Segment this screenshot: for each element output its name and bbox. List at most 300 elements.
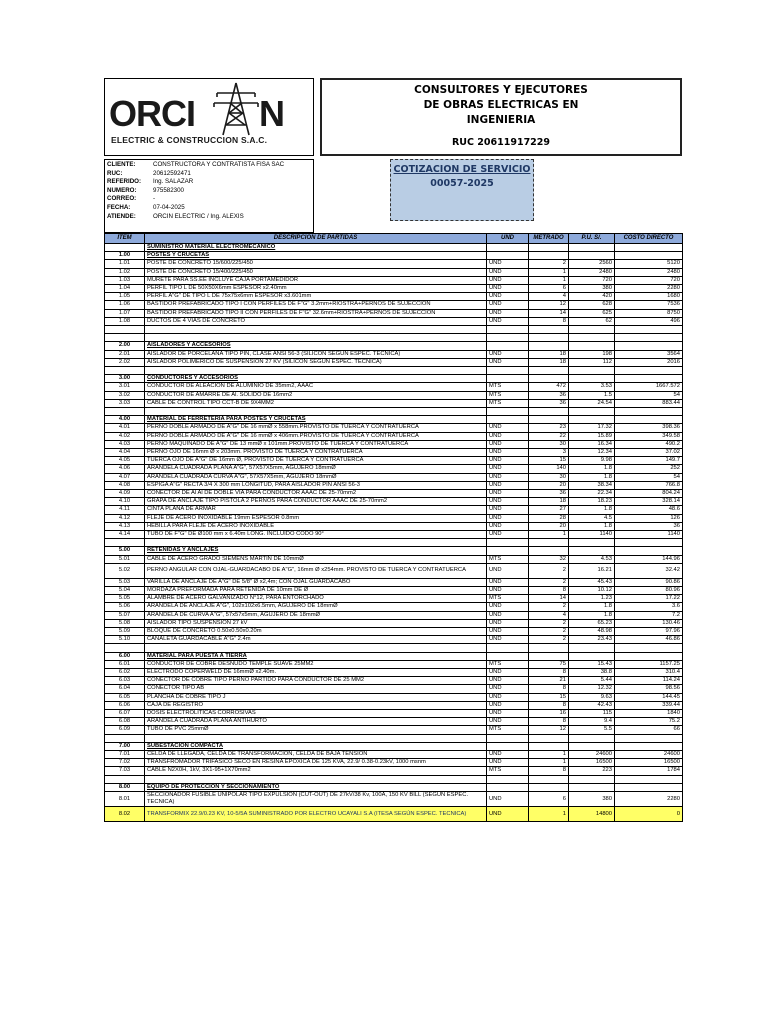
item-cell: 4.08 [105, 481, 145, 489]
unit-cell [487, 742, 529, 750]
direct-cost-cell: 46.86 [615, 636, 683, 644]
description-cell: CAJA DE REGISTRO [145, 701, 487, 709]
unit-price-cell: 65.23 [569, 619, 615, 627]
description-cell [145, 775, 487, 783]
description-cell: PERNO MAQUINADO DE A"G" DE 13 mmØ x 101mm.PROVISTO DE TUERCA Y CONTRATUERCA [145, 440, 487, 448]
quantity-cell: 8 [529, 587, 569, 595]
unit-cell [487, 539, 529, 547]
direct-cost-cell [615, 734, 683, 742]
item-cell [105, 734, 145, 742]
unit-cell: UND [487, 498, 529, 506]
description-cell: TUBO DE PVC 25mmØ [145, 726, 487, 734]
quantity-cell [529, 539, 569, 547]
unit-cell: UND [487, 587, 529, 595]
item-cell: 5.09 [105, 628, 145, 636]
description-cell: CABLE DE ACERO GRADO SIEMENS MARTIN DE 10mmØ [145, 555, 487, 563]
description-cell: ARANDELA CUADRADA PLANA ANTIHURTO [145, 718, 487, 726]
unit-price-cell [569, 326, 615, 334]
table-row [105, 767, 683, 775]
unit-price-cell [569, 244, 615, 252]
client-row [107, 204, 311, 213]
unit-price-cell: 420 [569, 293, 615, 301]
blank-row [105, 734, 683, 742]
section-row [105, 652, 683, 660]
quantity-cell [529, 416, 569, 424]
section-row [105, 252, 683, 260]
description-cell: MURETE PARA SS.EE INCLUYE CAJA PORTAMEDIDOR [145, 276, 487, 284]
unit-cell [487, 408, 529, 416]
table-row [105, 457, 683, 465]
direct-cost-cell: 2280 [615, 285, 683, 293]
logo-subtitle: ELECTRIC & CONSTRUCCION S.A.C. [111, 135, 268, 145]
quantity-cell: 22 [529, 432, 569, 440]
unit-price-cell [569, 252, 615, 260]
table-row [105, 555, 683, 563]
direct-cost-cell: 144.96 [615, 555, 683, 563]
description-cell: MORDAZA PREFORMADA PARA RETENIDA DE 10mm DE Ø [145, 587, 487, 595]
unit-cell [487, 783, 529, 791]
item-cell: 5.03 [105, 578, 145, 586]
description-cell: CONDUCTOR DE ALEACION DE ALUMINIO DE 35mm2, AAAC [145, 383, 487, 391]
description-cell: CABLE N2X0H, 1kV, 3X1-95+1X70mm2 [145, 767, 487, 775]
direct-cost-cell [615, 742, 683, 750]
description-cell [145, 326, 487, 334]
blank-row [105, 326, 683, 334]
item-cell: 3.02 [105, 391, 145, 399]
unit-cell: UND [487, 636, 529, 644]
unit-cell: UND [487, 514, 529, 522]
item-cell: 4.11 [105, 506, 145, 514]
client-field-label: CORREO: [107, 195, 137, 203]
unit-price-cell: 38.8 [569, 669, 615, 677]
table-row [105, 587, 683, 595]
section-row [105, 742, 683, 750]
unit-price-cell: 1.8 [569, 611, 615, 619]
description-cell: CELDA DE LLEGADA, CELDA DE TRANSFORMACION, CELDA DE BAJA TENSION [145, 751, 487, 759]
quantity-cell: 18 [529, 498, 569, 506]
unit-price-cell [569, 539, 615, 547]
unit-price-cell: 38.34 [569, 481, 615, 489]
quantity-cell [529, 367, 569, 375]
description-cell: CONDUCTOR DE AMARRE DE Al. SOLIDO DE 16mm2 [145, 391, 487, 399]
quantity-cell: 2 [529, 636, 569, 644]
quote-badge [390, 159, 534, 221]
unit-cell: UND [487, 807, 529, 822]
unit-cell: UND [487, 268, 529, 276]
item-cell: 6.03 [105, 677, 145, 685]
quantity-cell: 36 [529, 399, 569, 407]
table-row [105, 481, 683, 489]
description-cell: TRANSFORMIX 22.9/0.23 KV, 10-5/5A SUMINISTRADO POR ELECTRO UCAYALI S.A (ITESA SEGÚN ESPEC. TECNICA) [145, 807, 487, 822]
description-cell: CONECTOR TIPO AB [145, 685, 487, 693]
direct-cost-cell: 1140 [615, 531, 683, 539]
unit-price-cell: 198 [569, 350, 615, 358]
item-cell: 6.00 [105, 652, 145, 660]
unit-cell: UND [487, 603, 529, 611]
direct-cost-cell: 310.4 [615, 669, 683, 677]
unit-price-cell: 1.8 [569, 506, 615, 514]
table-row [105, 531, 683, 539]
unit-price-cell: 380 [569, 792, 615, 807]
item-cell: 1.03 [105, 276, 145, 284]
unit-cell: UND [487, 260, 529, 268]
item-cell: 5.01 [105, 555, 145, 563]
quantity-cell: 1 [529, 531, 569, 539]
unit-price-cell: 223 [569, 767, 615, 775]
description-cell [145, 734, 487, 742]
table-row [105, 693, 683, 701]
item-cell: 8.00 [105, 783, 145, 791]
description-cell: CONDUCTORES Y ACCESORIOS [145, 375, 487, 383]
item-cell: 7.01 [105, 751, 145, 759]
unit-cell: UND [487, 792, 529, 807]
table-row [105, 628, 683, 636]
direct-cost-cell: 496 [615, 317, 683, 325]
item-cell [105, 326, 145, 334]
unit-cell: UND [487, 619, 529, 627]
item-cell: 1.00 [105, 252, 145, 260]
item-cell: 8.02 [105, 807, 145, 822]
unit-cell: UND [487, 677, 529, 685]
unit-cell [487, 375, 529, 383]
quantity-cell: 36 [529, 490, 569, 498]
unit-price-cell: 42.43 [569, 701, 615, 709]
quantity-cell: 1 [529, 807, 569, 822]
description-cell: ARANDELA DE ANCLAJE A"G", 102x102x6.5mm, AGUJERO DE 18mmØ [145, 603, 487, 611]
direct-cost-cell [615, 547, 683, 555]
direct-cost-cell: 3.6 [615, 603, 683, 611]
table-row [105, 506, 683, 514]
item-cell: 6.06 [105, 701, 145, 709]
quantity-cell: 21 [529, 677, 569, 685]
quantity-cell: 18 [529, 358, 569, 366]
item-cell: 1.07 [105, 309, 145, 317]
direct-cost-cell: 2280 [615, 792, 683, 807]
quantity-cell: 6 [529, 792, 569, 807]
description-cell [145, 367, 487, 375]
quantity-cell: 1 [529, 268, 569, 276]
unit-cell: UND [487, 317, 529, 325]
item-cell: 7.03 [105, 767, 145, 775]
direct-cost-cell [615, 342, 683, 350]
quantity-cell [529, 342, 569, 350]
item-cell: 5.02 [105, 563, 145, 578]
unit-price-cell: 9.98 [569, 457, 615, 465]
company-name-line3: INGENIERIA [466, 114, 536, 126]
direct-cost-cell: 3564 [615, 350, 683, 358]
unit-price-cell [569, 652, 615, 660]
description-cell: FLEJE DE ACERO INOXIDABLE 19mm ESPESOR 0.8mm [145, 514, 487, 522]
item-cell: 2.01 [105, 350, 145, 358]
item-cell: 5.00 [105, 547, 145, 555]
table-row [105, 449, 683, 457]
client-field-label: RUC: [107, 169, 123, 177]
unit-cell: UND [487, 751, 529, 759]
direct-cost-cell: 804.24 [615, 490, 683, 498]
item-cell: 1.06 [105, 301, 145, 309]
table-row [105, 276, 683, 284]
item-cell: 4.05 [105, 457, 145, 465]
direct-cost-cell: 97.96 [615, 628, 683, 636]
item-cell: 4.07 [105, 473, 145, 481]
table-row [105, 685, 683, 693]
direct-cost-cell: 883.44 [615, 399, 683, 407]
unit-price-cell [569, 547, 615, 555]
unit-price-cell: 12.34 [569, 449, 615, 457]
description-cell: PERNO DOBLE ARMADO DE A"G" DE 16 mmØ x 406mm.PROVISTO DE TUERCA Y CONTRATUERCA [145, 432, 487, 440]
unit-price-cell [569, 375, 615, 383]
unit-price-cell [569, 416, 615, 424]
description-cell: MATERIAL DE FERRETERIA PARA POSTES Y CRUCETAS [145, 416, 487, 424]
description-cell: PERFIL TIPO L DE 50X50X6mm ESPESOR x2.40mm [145, 285, 487, 293]
unit-cell: UND [487, 506, 529, 514]
company-name-line1: CONSULTORES Y EJECUTORES [414, 84, 588, 96]
description-cell: SUBESTACION COMPACTA [145, 742, 487, 750]
unit-price-cell [569, 367, 615, 375]
direct-cost-cell: 2016 [615, 358, 683, 366]
table-row [105, 710, 683, 718]
client-field-value: - [153, 195, 156, 203]
direct-cost-cell: 8750 [615, 309, 683, 317]
item-cell: 4.03 [105, 440, 145, 448]
quantity-cell: 15 [529, 457, 569, 465]
description-cell: POSTE DE CONCRETO 15/600/225/450 [145, 260, 487, 268]
quantity-cell: 8 [529, 669, 569, 677]
unit-cell: UND [487, 465, 529, 473]
unit-cell: UND [487, 578, 529, 586]
quantity-cell: 1 [529, 759, 569, 767]
item-cell: 2.00 [105, 342, 145, 350]
unit-price-cell: 24600 [569, 751, 615, 759]
table-row [105, 317, 683, 325]
item-cell: 4.13 [105, 522, 145, 530]
item-cell: 1.05 [105, 293, 145, 301]
blank-row [105, 367, 683, 375]
unit-cell: UND [487, 350, 529, 358]
table-row [105, 268, 683, 276]
client-field-value: 975582300 [153, 186, 184, 194]
quantity-cell: 36 [529, 391, 569, 399]
unit-cell [487, 252, 529, 260]
quotation-sheet [104, 78, 682, 822]
company-info [320, 78, 682, 156]
item-cell: 5.06 [105, 603, 145, 611]
quantity-cell [529, 244, 569, 252]
unit-price-cell: 2480 [569, 268, 615, 276]
item-cell [105, 334, 145, 342]
direct-cost-cell: 339.44 [615, 701, 683, 709]
description-cell: ARANDELA CUADRADA PLANA A"G", 57X57X5mm, AGUJERO 18mmØ [145, 465, 487, 473]
item-cell: 3.03 [105, 399, 145, 407]
description-cell: POSTES Y CRUCETAS [145, 252, 487, 260]
client-section [104, 159, 682, 233]
item-cell: 4.06 [105, 465, 145, 473]
direct-cost-cell: 5120 [615, 260, 683, 268]
unit-price-cell: 2560 [569, 260, 615, 268]
table-row [105, 260, 683, 268]
direct-cost-cell: 80.96 [615, 587, 683, 595]
direct-cost-cell: 75.2 [615, 718, 683, 726]
unit-cell: UND [487, 490, 529, 498]
direct-cost-cell: 1680 [615, 293, 683, 301]
table-row [105, 514, 683, 522]
direct-cost-cell: 1784 [615, 767, 683, 775]
item-cell [105, 644, 145, 652]
table-row [105, 490, 683, 498]
unit-price-cell: 380 [569, 285, 615, 293]
unit-cell: UND [487, 701, 529, 709]
unit-cell: MTS [487, 767, 529, 775]
table-row [105, 383, 683, 391]
quantity-cell: 1 [529, 751, 569, 759]
company-ruc: RUC 20611917229 [451, 137, 551, 148]
direct-cost-cell: 66 [615, 726, 683, 734]
quantity-cell: 8 [529, 685, 569, 693]
unit-price-cell: 9.4 [569, 718, 615, 726]
item-cell: 6.01 [105, 660, 145, 668]
unit-price-cell: 18.23 [569, 498, 615, 506]
direct-cost-cell: 24600 [615, 751, 683, 759]
description-cell [145, 644, 487, 652]
section-row [105, 375, 683, 383]
section-row [105, 783, 683, 791]
unit-price-cell: 1.8 [569, 465, 615, 473]
unit-cell [487, 652, 529, 660]
table-row [105, 432, 683, 440]
unit-price-cell: 115 [569, 710, 615, 718]
quantity-cell: 12 [529, 301, 569, 309]
description-cell: EQUIPO DE PROTECCION Y SECCIONAMIENTO [145, 783, 487, 791]
blank-row [105, 775, 683, 783]
unit-price-cell [569, 408, 615, 416]
description-cell: HEBILLA PARA FLEJE DE ACERO INOXIDABLE [145, 522, 487, 530]
direct-cost-cell: 16500 [615, 759, 683, 767]
quantity-cell: 4 [529, 611, 569, 619]
description-cell: AISLADOR POLIMERICO DE SUSPENSION 27 KV (SILICON SEGÚN ESPEC. TECNICA) [145, 358, 487, 366]
quantity-cell: 30 [529, 473, 569, 481]
item-cell: 5.10 [105, 636, 145, 644]
unit-cell: MTS [487, 660, 529, 668]
company-logo [104, 78, 314, 156]
direct-cost-cell: 48.6 [615, 506, 683, 514]
table-row [105, 293, 683, 301]
direct-cost-cell: 1840 [615, 710, 683, 718]
unit-cell: UND [487, 718, 529, 726]
unit-cell: MTS [487, 399, 529, 407]
quantity-cell: 140 [529, 465, 569, 473]
unit-price-cell: 1.8 [569, 522, 615, 530]
direct-cost-cell: 7536 [615, 301, 683, 309]
quantity-cell [529, 326, 569, 334]
unit-price-cell: 45.43 [569, 578, 615, 586]
unit-cell [487, 326, 529, 334]
table-row [105, 619, 683, 627]
direct-cost-cell: 398.36 [615, 424, 683, 432]
item-cell: 2.02 [105, 358, 145, 366]
unit-cell: UND [487, 563, 529, 578]
description-cell: CONDUCTOR DE COBRE DESNUDO TEMPLE SUAVE 25MM2 [145, 660, 487, 668]
section-row [105, 416, 683, 424]
unit-price-cell [569, 783, 615, 791]
unit-price-cell: 1.5 [569, 391, 615, 399]
company-name-line2: DE OBRAS ELECTRICAS EN [423, 99, 579, 111]
direct-cost-cell: 98.56 [615, 685, 683, 693]
table-row [105, 350, 683, 358]
client-info [104, 159, 314, 233]
quantity-cell: 2 [529, 578, 569, 586]
unit-price-cell: 720 [569, 276, 615, 284]
unit-cell: MTS [487, 383, 529, 391]
description-cell: BASTIDOR PREFABRICADO TIPO I CON PERFILES DE F"G" 3.2mm+RIOSTRA+PERNOS DE SUJECCION [145, 301, 487, 309]
table-row [105, 718, 683, 726]
quantity-cell [529, 375, 569, 383]
col-header-direct-cost: COSTO DIRECTO [615, 234, 683, 244]
unit-price-cell: 16.21 [569, 563, 615, 578]
unit-price-cell: 3.53 [569, 383, 615, 391]
unit-cell [487, 367, 529, 375]
direct-cost-cell: 490.2 [615, 440, 683, 448]
unit-price-cell [569, 342, 615, 350]
unit-cell: MTS [487, 391, 529, 399]
item-cell [105, 539, 145, 547]
quantity-cell: 2 [529, 603, 569, 611]
client-row [107, 213, 311, 222]
quantity-cell: 15 [529, 693, 569, 701]
section-row [105, 547, 683, 555]
quantity-cell: 8 [529, 701, 569, 709]
section-row [105, 244, 683, 252]
unit-cell: UND [487, 611, 529, 619]
quantity-cell: 28 [529, 514, 569, 522]
unit-price-cell: 1.8 [569, 473, 615, 481]
description-cell: PERNO DOBLE ARMADO DE A"G" DE 16 mmØ x 558mm.PROVISTO DE TUERCA Y CONTRATUERCA [145, 424, 487, 432]
quantity-cell: 30 [529, 440, 569, 448]
item-cell: 3.00 [105, 375, 145, 383]
unit-price-cell: 15.43 [569, 660, 615, 668]
item-cell: 4.02 [105, 432, 145, 440]
quantity-cell [529, 547, 569, 555]
unit-price-cell [569, 334, 615, 342]
description-cell: CONECTOR DE COBRE TIPO PERNO PARTIDO PARA CONDUCTOR DE 25 MM2 [145, 677, 487, 685]
table-row [105, 440, 683, 448]
table-row [105, 498, 683, 506]
direct-cost-cell: 36 [615, 522, 683, 530]
unit-cell: UND [487, 285, 529, 293]
quantity-cell [529, 783, 569, 791]
unit-cell [487, 244, 529, 252]
quantity-cell: 1 [529, 276, 569, 284]
unit-cell [487, 416, 529, 424]
unit-price-cell: 16.34 [569, 440, 615, 448]
unit-cell [487, 547, 529, 555]
unit-price-cell: 5.44 [569, 677, 615, 685]
quantity-cell [529, 734, 569, 742]
description-cell: PERFIL A"G" DE TIPO L DE 75x75x6mm ESPESOR x3.601mm [145, 293, 487, 301]
table-row [105, 759, 683, 767]
col-header-unit-price: P.U. S/. [569, 234, 615, 244]
client-row [107, 195, 311, 204]
direct-cost-cell: 2480 [615, 268, 683, 276]
direct-cost-cell: 149.7 [615, 457, 683, 465]
table-row [105, 792, 683, 807]
blank-row [105, 408, 683, 416]
direct-cost-cell [615, 334, 683, 342]
table-row [105, 285, 683, 293]
item-cell: 1.04 [105, 285, 145, 293]
item-cell [105, 408, 145, 416]
description-cell: MATERIAL PARA PUESTA A TIERRA [145, 652, 487, 660]
direct-cost-cell [615, 244, 683, 252]
